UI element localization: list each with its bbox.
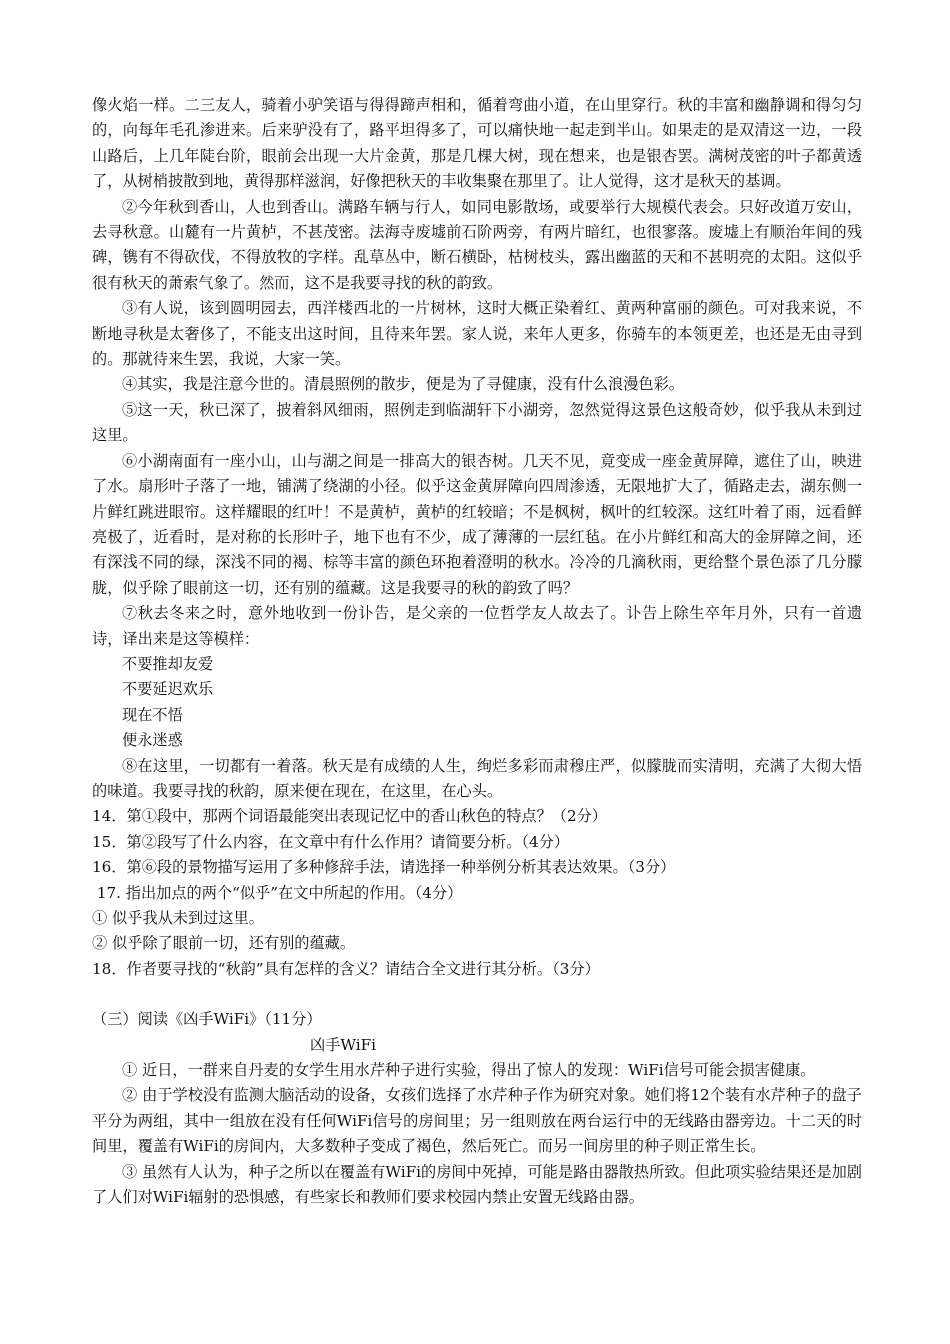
section-spacer (92, 982, 862, 1007)
article-paragraph-1: ① 近日，一群来自丹麦的女学生用水芹种子进行实验，得出了惊人的发现：WiFi信号可能会损害健康。 (122, 1061, 816, 1080)
question-14: 14．第①段中，那两个词语最能突出表现记忆中的香山秋色的特点？（2分） (92, 807, 607, 826)
poem-line: 不要延迟欢乐 (122, 680, 214, 699)
question-17-item-1: ① 似乎我从未到过这里。 (92, 909, 264, 927)
passage-paragraph-1-continued: 像火焰一样。二三友人，骑着小驴笑语与得得蹄声相和，循着弯曲小道，在山里穿行。秋的丰富和幽静调和得匀匀的，向每年毛孔渗进来。后来驴没有了，路平坦得多了，可以痛快地一起走到半山。如果走的是双清这一边，一段山路后，上几年陡台阶，眼前会出现一大片金黄，那是几棵大树，现在想来，也是银杏罢。满树茂密的叶子都黄透了，从树梢披散到地，黄得那样滋润，好像把秋天的丰收集聚在那里了。让人觉得，这才是秋天的基调。 (92, 96, 862, 191)
passage-paragraph-5: ⑤这一天，秋已深了，披着斜风细雨，照例走到临湖轩下小湖旁，忽然觉得这景色这般奇妙，似乎我从未到过这里。 (92, 400, 862, 445)
passage-paragraph-8: ⑧在这里，一切都有一着落。秋天是有成绩的人生，绚烂多彩而肃穆庄严，似朦胧而实清明，充满了大彻大悟的味道。我要寻找的秋韵，原来便在现在，在这里，在心头。 (92, 756, 862, 800)
question-17: 17. 指出加点的两个“似乎”在文中所起的作用。（4分） (92, 883, 463, 902)
passage-paragraph-2: ②今年秋到香山，人也到香山。满路车辆与行人，如同电影散场，或要举行大规模代表会。只好改道万安山，去寻秋意。山麓有一片黄栌，不甚茂密。法海寺废墟前石阶两旁，有两片暗红，也很寥落。废墟上有顺治年间的残碑，镌有不得砍伐，不得放牧的字样。乱草丛中，断石横卧，枯树枝头，露出幽蓝的天和不甚明亮的太阳。这似乎很有秋天的萧索气象了。然而，这不是我要寻找的秋的韵致。 (92, 197, 862, 292)
poem-line: 现在不悟 (122, 705, 183, 724)
passage-paragraph-7: ⑦秋去冬来之时，意外地收到一份讣告，是父亲的一位哲学友人故去了。讣告上除生卒年月外，只有一首遗诗，译出来是这等模样： (92, 604, 862, 648)
article-title: 凶手WiFi (310, 1035, 376, 1054)
question-16: 16．第⑥段的景物描写运用了多种修辞手法，请选择一种举例分析其表达效果。（3分） (92, 858, 676, 877)
passage-paragraph-6: ⑥小湖南面有一座小山，山与湖之间是一排高大的银杏树。几天不见，竟变成一座金黄屏障，遮住了山，映进了水。扇形叶子落了一地，铺满了绕湖的小径。似乎这金黄屏障向四周渗透，无限地扩大了，循路走去，湖东侧一片鲜红跳进眼帘。这样耀眼的红叶！不是黄栌，黄栌的红较暗；不是枫树，枫叶的红较深。这红叶着了雨，远看鲜亮极了，近看时，是对称的长形叶子，地下也有不少，成了薄薄的一层红毡。在小片鲜红和高大的金屏障之间，还有深浅不同的绿，深浅不同的褐、棕等丰富的颜色环抱着澄明的秋水。冷冷的几滴秋雨，更给整个景色添了几分朦胧，似乎除了眼前这一切，还有别的蕴藏。这是我要寻的秋的韵致了吗？ (92, 451, 862, 597)
question-18: 18．作者要寻找的“秋韵”具有怎样的含义？请结合全文进行其分析。（3分） (92, 959, 600, 978)
article-paragraph-2: ② 由于学校没有监测大脑活动的设备，女孩们选择了水芹种子作为研究对象。她们将12个装有水芹种子的盘子平分为两组，其中一组放在没有任何WiFi信号的房间里；另一组则放在两台运行中的无线路由器旁边。十二天的时间里，覆盖有WiFi的房间内，大多数种子变成了褐色，然后死亡。而另一间房里的种子则正常生长。 (92, 1086, 862, 1156)
question-15: 15．第②段写了什么内容，在文章中有什么作用？请简要分析。（4分） (92, 832, 570, 851)
question-17-item-2: ② 似乎除了眼前一切，还有别的蕴藏。 (92, 934, 356, 953)
passage-paragraph-3: ③有人说，该到圆明园去，西洋楼西北的一片树林，这时大概正染着红、黄两种富丽的颜色。可对我来说，不断地寻秋是太奢侈了，不能支出这时间，且待来年罢。家人说，来年人更多，你骑车的本领更差，也还是无由寻到的。那就待来生罢，我说，大家一笑。 (92, 299, 862, 369)
passage-paragraph-4: ④其实，我是注意今世的。清晨照例的散步，便是为了寻健康，没有什么浪漫色彩。 (122, 375, 684, 394)
poem-line: 便永迷惑 (122, 731, 183, 750)
section-3-heading: （三）阅读《凶手WiFi》（11分） (92, 1010, 322, 1029)
article-paragraph-3: ③ 虽然有人认为，种子之所以在覆盖有WiFi的房间中死掉，可能是路由器散热所致。但此项实验结果还是加剧了人们对WiFi辐射的恐惧感，有些家长和教师们要求校园内禁止安置无线路由器。 (92, 1162, 862, 1207)
poem-line: 不要推却友爱 (122, 654, 214, 673)
